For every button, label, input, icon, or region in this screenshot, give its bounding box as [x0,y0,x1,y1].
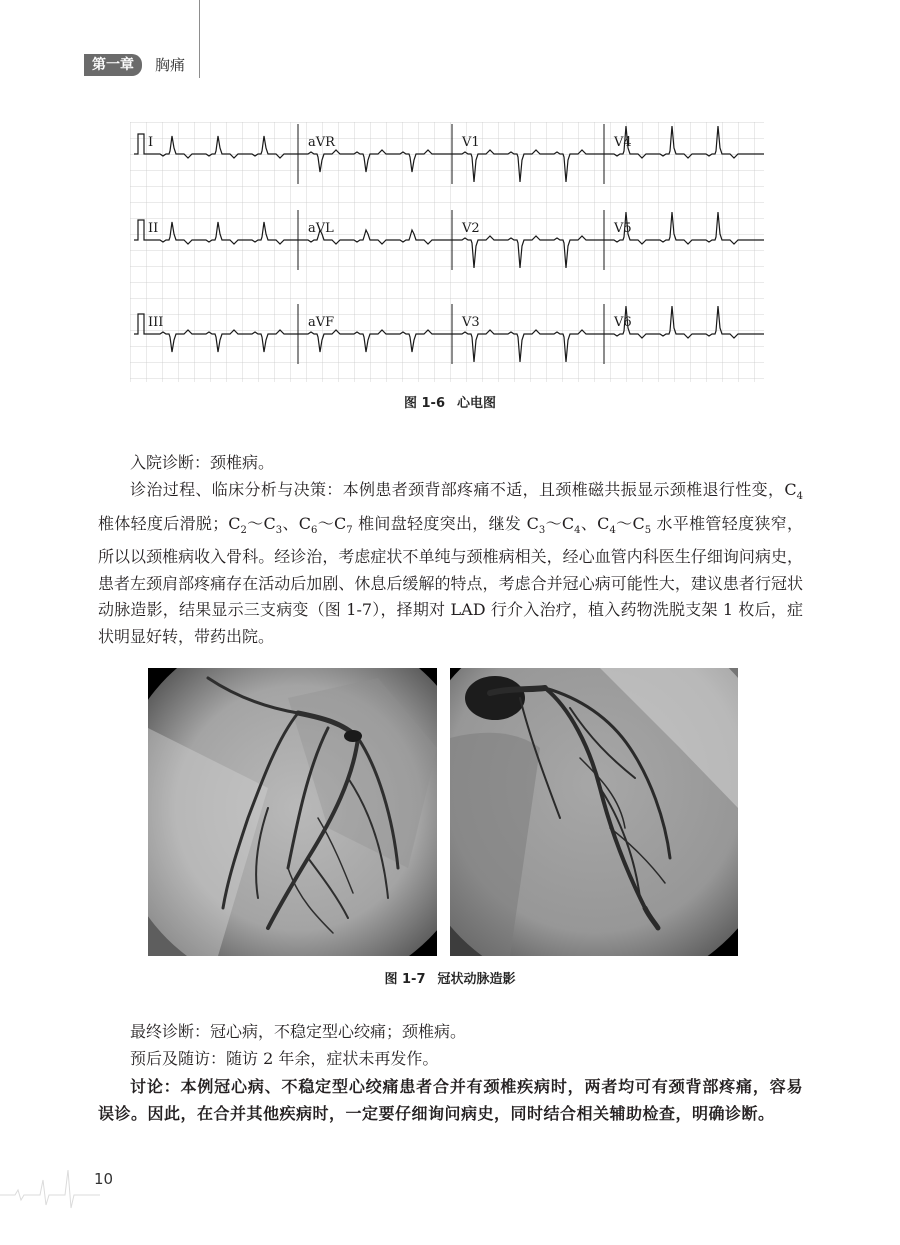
figure-number: 图 1-6 [403,396,445,411]
ecg-figure [130,122,764,382]
page-number: 10 [94,1170,114,1188]
admission-diagnosis: 入院诊断：颈椎病。 [130,453,275,472]
ecg-lead-label: V3 [462,315,480,330]
ecg-lead-label: V4 [614,135,632,150]
ecg-lead-label: aVF [308,315,335,330]
figure-caption: 心电图 [457,396,497,411]
figure-number: 图 1-7 [384,972,426,987]
ecg-lead-label: II [148,221,159,236]
figure-1-7-caption [0,968,900,987]
footer-ecg-decoration [0,1160,100,1210]
prognosis-followup: 预后及随访：随访 2 年余，症状未再发作。 [130,1049,439,1068]
treatment-paragraph: 诊治过程、临床分析与决策：本例患者颈背部疼痛不适，且颈椎磁共振显示颈椎退行性变，$C_4$ 椎体轻度后滑脱；$C_2\sim C_3$、$C_6\sim C_7$ 椎间盘轻度突出，继发 $C_3\sim C_4$、$C_4\sim C_5$ 水平椎管轻度狭窄，所以以颈椎病收入骨科。经诊治，考虑症状不单纯与颈椎病相关，经心血管内科医生仔细询问病史，患者左颈肩部疼痛存在活动后加剧、休息后缓解的特点，考虑合并冠心病可能性大，建议患者行冠状动脉造影，结果显示三支病变（图 1-7），择期对 LAD 行介入治疗，植入药物洗脱支架 1 枚后，症状明显好转，带药出院。 [98,480,804,646]
process-text: 椎间盘轻度突出，继发 [358,513,522,533]
ecg-lead-label: V6 [614,315,632,330]
ecg-lead-label: III [148,315,164,330]
process-lead: 诊治过程、临床分析与决策： [130,480,343,499]
ecg-lead-label: aVR [308,135,335,150]
process-text: 水平椎管轻度狭窄，所以以颈椎病收入骨科。经诊治，考虑症状不单纯与颈椎病相关，经心血管内科医生仔细询问病史，患者左颈肩部疼痛存在活动后加剧、休息后缓解的特点，考虑合并冠心病可能性大，建议患者行冠状动脉造影，结果显示三支病变（图 1-7），择期对 LAD 行介入治疗，植入药物洗脱支架 1 枚后，症状明显好转，带药出院。 [98,513,804,646]
process-text: 椎体轻度后滑脱； [98,513,229,533]
header-divider [199,0,200,78]
ecg-lead-label: V1 [462,135,480,150]
discussion-paragraph: 讨论：本例冠心病、不稳定型心绞痛患者合并有颈椎疾病时，两者均可有颈背部疼痛，容易误诊。因此，在合并其他疾病时，一定要仔细询问病史，同时结合相关辅助检查，明确诊断。 [98,1077,803,1123]
chapter-title: 胸痛 [155,56,186,74]
chapter-badge: 第一章 [84,54,142,76]
figure-caption: 冠状动脉造影 [437,972,516,987]
ecg-lead-label: V5 [614,221,632,236]
process-text: 本例患者颈背部疼痛不适，且颈椎磁共振显示颈椎退行性变， [342,480,785,499]
final-diagnosis: 最终诊断：冠心病，不稳定型心绞痛；颈椎病。 [130,1022,467,1041]
ecg-lead-label: aVL [308,221,334,236]
angiography-image-right [450,668,738,956]
figure-1-6-caption [0,392,900,411]
ecg-lead-label: I [148,135,154,150]
ecg-lead-label: V2 [462,221,480,236]
ecg-tracing [130,122,764,382]
angiography-image-left [148,668,437,956]
